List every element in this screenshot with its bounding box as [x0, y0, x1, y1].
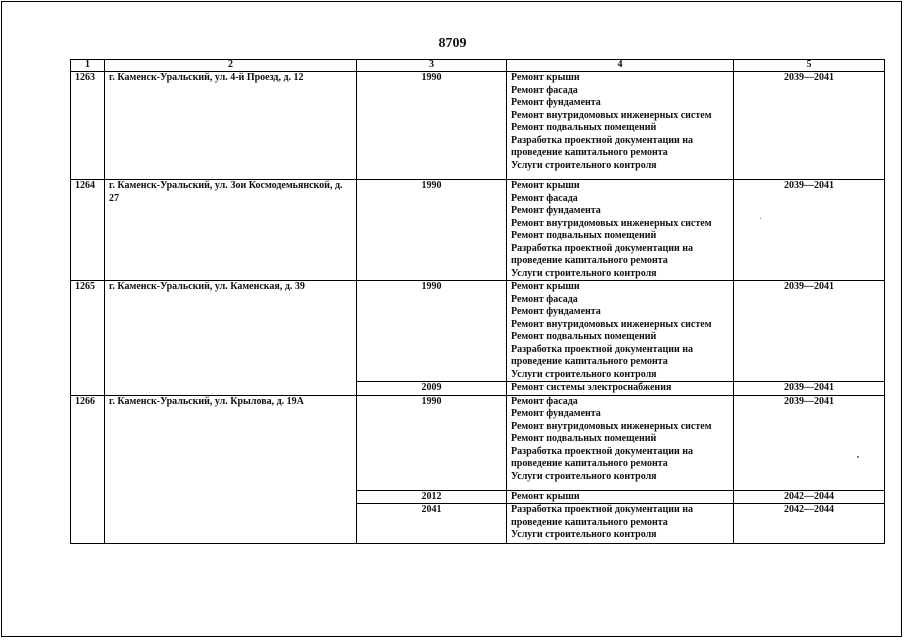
commission-year: 1990	[357, 395, 507, 490]
work-item: проведение капитального ремонта	[511, 516, 668, 528]
table-row	[71, 180, 885, 281]
work-item: Ремонт фундамента	[511, 306, 601, 317]
work-item: Разработка проектной документации на	[511, 343, 694, 355]
work-item: Ремонт крыши	[511, 490, 580, 502]
work-item: проведение капитального ремонта	[511, 147, 668, 158]
column-header-3: 3	[357, 60, 507, 72]
work-item: Разработка проектной документации на	[511, 445, 694, 457]
work-item: Ремонт фасада	[511, 293, 578, 305]
planned-period: 2042—2044	[734, 490, 885, 504]
commission-year: 2012	[357, 490, 507, 504]
work-item: Ремонт фасада	[511, 395, 578, 407]
work-item: Ремонт крыши	[511, 72, 580, 83]
work-item: Ремонт системы электроснабжения	[511, 382, 672, 393]
row-number: 1264	[71, 180, 105, 281]
work-item: Ремонт внутридомовых инженерных систем	[511, 109, 712, 121]
work-item: проведение капитального ремонта	[511, 458, 668, 469]
page-number: 8709	[438, 36, 467, 51]
works-list	[507, 395, 734, 490]
scan-speck	[857, 456, 859, 458]
work-item: Ремонт подвальных помещений	[511, 122, 657, 133]
works-list	[507, 72, 734, 180]
planned-period: 2039—2041	[734, 395, 885, 490]
planned-period: 2039—2041	[734, 180, 885, 281]
row-address: г. Каменск-Уральский, ул. Крылова, д. 19А	[105, 395, 357, 544]
work-item: Ремонт внутридомовых инженерных систем	[511, 217, 712, 229]
work-item: проведение капитального ремонта	[511, 356, 668, 367]
work-item: Ремонт подвальных помещений	[511, 331, 657, 342]
table-row	[71, 281, 885, 382]
row-address: г. Каменск-Уральский, ул. 4-й Проезд, д. 12	[105, 72, 357, 180]
repair-schedule-table	[70, 59, 885, 544]
works-list	[507, 504, 734, 544]
column-header-2: 2	[105, 60, 357, 72]
row-address: г. Каменск-Уральский, ул. Каменская, д. 39	[105, 281, 357, 396]
work-item: Ремонт подвальных помещений	[511, 230, 657, 241]
work-item: Ремонт внутридомовых инженерных систем	[511, 420, 712, 432]
planned-period: 2039—2041	[734, 281, 885, 382]
work-item: Разработка проектной документации на	[511, 504, 694, 515]
row-number: 1265	[71, 281, 105, 396]
work-item: Услуги строительного контроля	[511, 368, 657, 380]
commission-year: 1990	[357, 281, 507, 382]
work-item: Разработка проектной документации на	[511, 242, 694, 254]
work-item: Услуги строительного контроля	[511, 159, 657, 171]
commission-year: 2041	[357, 504, 507, 544]
work-item: Ремонт фасада	[511, 192, 578, 204]
planned-period: 2039—2041	[734, 382, 885, 396]
work-item: Ремонт подвальных помещений	[511, 433, 657, 444]
work-item: Ремонт фасада	[511, 84, 578, 96]
commission-year: 1990	[357, 180, 507, 281]
scan-speck	[760, 218, 761, 219]
row-number: 1263	[71, 72, 105, 180]
work-item: Услуги строительного контроля	[511, 470, 657, 482]
column-header-4: 4	[507, 60, 734, 72]
table-row	[71, 395, 885, 490]
work-item: Ремонт фундамента	[511, 205, 601, 216]
planned-period: 2039—2041	[734, 72, 885, 180]
header-row	[71, 60, 885, 72]
works-list	[507, 281, 734, 382]
work-item: Ремонт фундамента	[511, 97, 601, 108]
work-item: Услуги строительного контроля	[511, 529, 657, 540]
works-list	[507, 382, 734, 396]
commission-year: 1990	[357, 72, 507, 180]
column-header-5: 5	[734, 60, 885, 72]
work-item: Разработка проектной документации на	[511, 134, 694, 146]
row-number: 1266	[71, 395, 105, 544]
works-list	[507, 490, 734, 504]
planned-period: 2042—2044	[734, 504, 885, 544]
work-item: Ремонт фундамента	[511, 408, 601, 419]
column-header-1: 1	[71, 60, 105, 72]
works-list	[507, 180, 734, 281]
row-address: г. Каменск-Уральский, ул. Зои Космодемьянской, д. 27	[105, 180, 357, 281]
work-item: Услуги строительного контроля	[511, 267, 657, 279]
work-item: Ремонт крыши	[511, 281, 580, 292]
table-row	[71, 72, 885, 180]
commission-year: 2009	[357, 382, 507, 396]
work-item: проведение капитального ремонта	[511, 255, 668, 266]
work-item: Ремонт внутридомовых инженерных систем	[511, 318, 712, 330]
work-item: Ремонт крыши	[511, 180, 580, 191]
